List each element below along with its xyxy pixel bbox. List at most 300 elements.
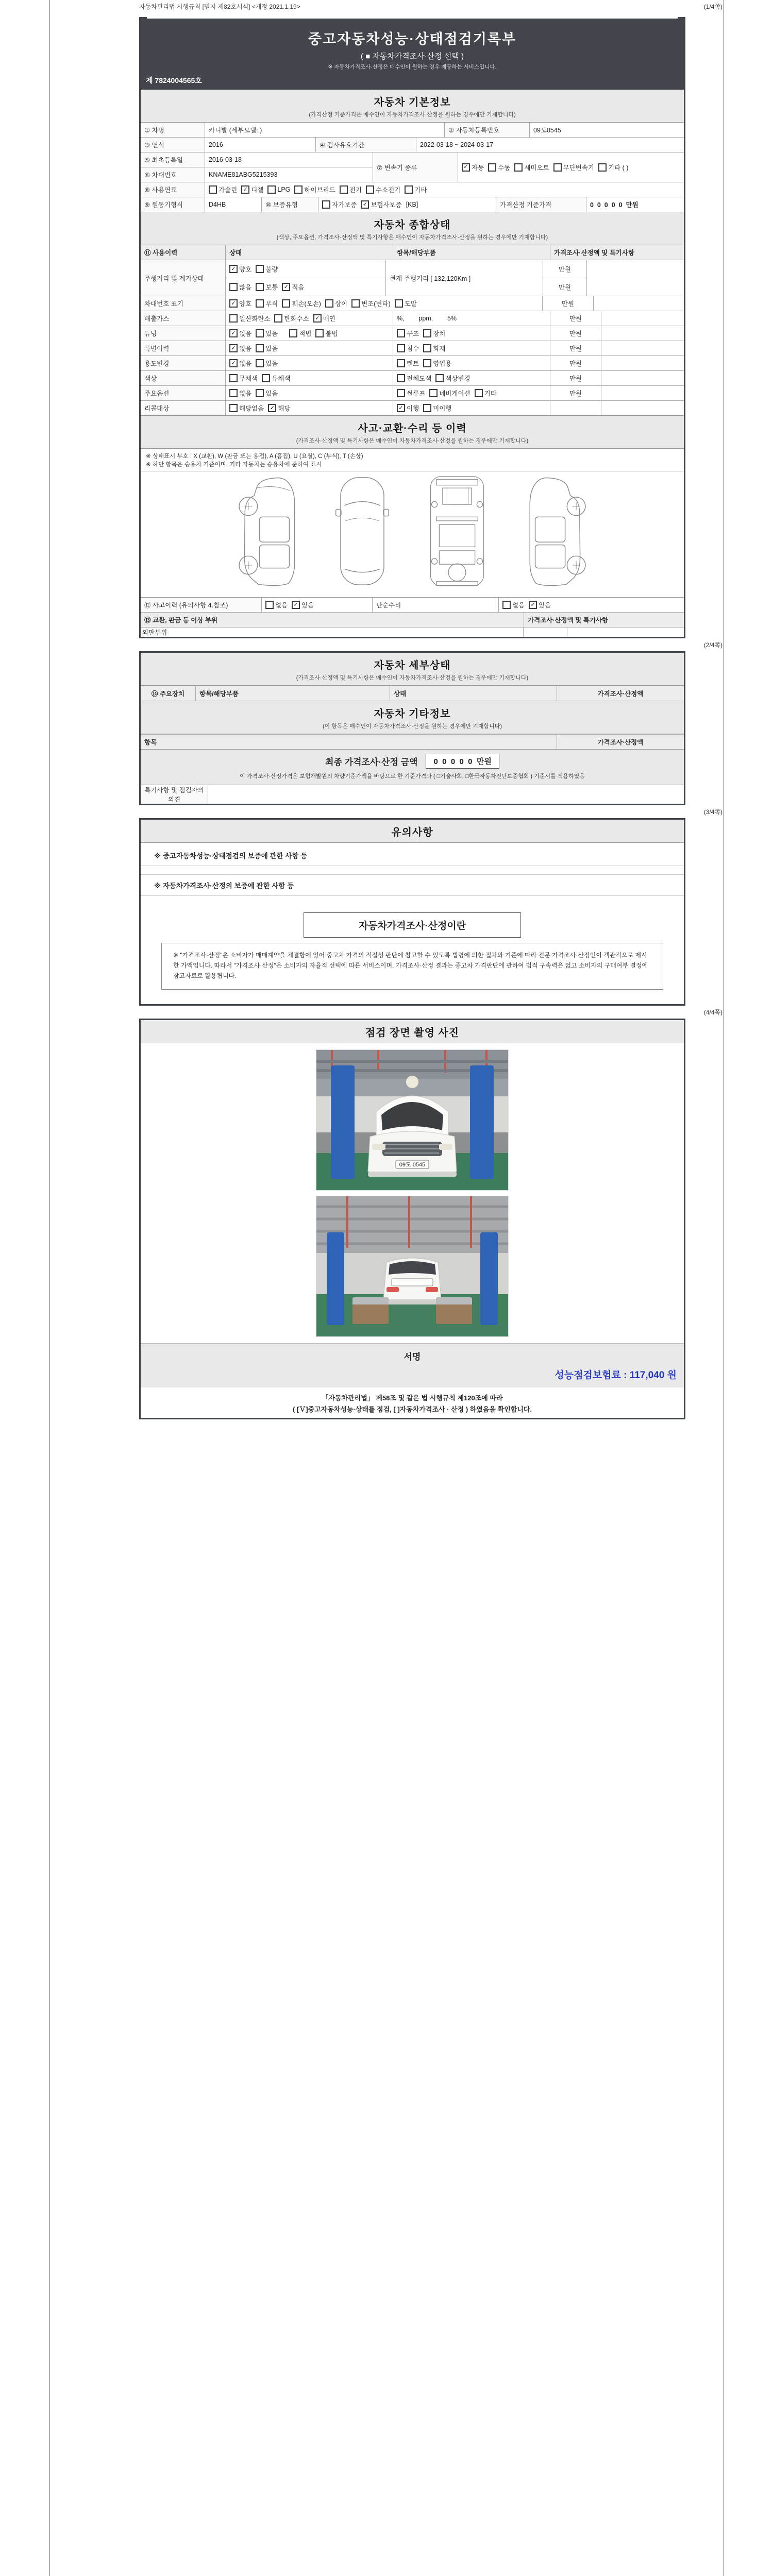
document-title: 중고자동차성능·상태점검기록부 xyxy=(308,31,517,47)
checkbox-label: 수동 xyxy=(498,164,511,172)
checkbox-box: ✓ xyxy=(529,601,537,609)
law-reference: 자동차관리법 시행규칙 [별지 제82호서식] <개정 2021.1.19> xyxy=(139,3,300,10)
rank-body xyxy=(141,628,523,637)
page-number: (1/4쪽) xyxy=(703,3,722,10)
special-notes-label: 특기사항 및 점검자의 의견 xyxy=(141,785,208,804)
rank-extra-cell xyxy=(567,628,684,637)
row-extra xyxy=(601,371,684,385)
checkbox-label: 화재 xyxy=(433,345,446,352)
row-states xyxy=(225,341,393,355)
checkbox-box xyxy=(267,185,276,194)
checkbox-탄화수소 xyxy=(274,314,309,323)
car-name-value: 카니발 (세부모델: ) xyxy=(205,123,444,137)
checkbox-box xyxy=(475,389,483,397)
registration-number-value: 09도0545 xyxy=(529,123,684,137)
checkbox-box xyxy=(488,163,496,172)
checkbox-label: 있음 xyxy=(265,330,278,337)
checkbox-무채색 xyxy=(229,374,258,383)
checkbox-box xyxy=(209,185,217,194)
row-label: 색상 xyxy=(141,371,225,385)
checkbox-label: 무단변속기 xyxy=(563,164,595,172)
header-rule xyxy=(147,17,678,19)
checkbox-적음 xyxy=(282,282,304,292)
document xyxy=(139,0,722,1419)
checkbox-box xyxy=(553,163,562,172)
row-item xyxy=(393,326,550,341)
checkbox-렌트 xyxy=(397,359,419,368)
row-states xyxy=(225,311,393,326)
row-item xyxy=(393,356,550,370)
checkbox-일산화탄소 xyxy=(229,314,270,323)
checkbox-장치 xyxy=(423,329,445,338)
row-label: 특별이력 xyxy=(141,341,225,355)
section-title: 자동차 세부상태 xyxy=(374,660,451,671)
checkbox-전기 xyxy=(340,185,362,194)
checkbox-없음 xyxy=(265,600,288,609)
document-subtitle: ( ■ 자동차가격조사·산정 선택 ) xyxy=(360,52,464,61)
license-plate-text: 09도 0545 xyxy=(399,1162,426,1168)
row-extra xyxy=(601,341,684,355)
special-notes-table xyxy=(141,785,684,804)
checkbox-label: 네비게이션 xyxy=(439,390,470,397)
car-side-left-view xyxy=(231,474,309,588)
checkbox-box xyxy=(397,374,405,382)
car-name-label: ① 차명 xyxy=(141,123,205,137)
section-accident-history xyxy=(141,415,684,449)
page-3 xyxy=(139,818,685,1006)
warranty-extra: [KB] xyxy=(406,201,418,208)
legend-line-2: ※ 하단 항목은 승용차 기준이며, 기타 자동차는 승용차에 준하여 표시 xyxy=(146,462,322,468)
rank-price-header: 가격조사·산정액 및 특기사항 xyxy=(524,613,684,627)
checkbox-box xyxy=(598,163,607,172)
checkbox-미이행 xyxy=(423,403,451,413)
rank-price-cell xyxy=(523,628,567,637)
accident-history-row xyxy=(141,597,684,612)
page-meta xyxy=(139,0,722,13)
car-damage-diagram xyxy=(141,471,684,597)
car-undercarriage-view xyxy=(416,474,498,588)
checkbox-box xyxy=(256,299,264,308)
page-number: (2/4쪽) xyxy=(703,641,722,649)
checkbox-없음 xyxy=(229,329,251,338)
checkbox-box: ✓ xyxy=(229,329,238,337)
page-number: (4/4쪽) xyxy=(703,1009,722,1016)
section-basic-info xyxy=(141,90,684,123)
checkbox-box xyxy=(397,359,405,367)
checkbox-무단변속기 xyxy=(553,163,594,172)
checkbox-label: 해당없음 xyxy=(239,405,264,412)
checkbox-수소전기 xyxy=(366,185,400,194)
row-price: 만원 xyxy=(550,326,601,341)
checkbox-썬루프 xyxy=(397,388,425,398)
overall-header-cell: 항목/해당부품 xyxy=(393,245,550,260)
checkbox-box xyxy=(262,374,270,382)
checkbox-label: 침수 xyxy=(407,345,419,352)
section-subtitle: (색상, 주요옵션, 가격조사·산정액 및 특기사항은 매수인이 자동차가격조사·산정을 원하는 경우에만 기재합니다) xyxy=(276,234,548,241)
checkbox-box xyxy=(397,329,405,337)
warranty-type-label: ⑩ 보증유형 xyxy=(261,197,318,212)
row-states xyxy=(225,296,542,311)
basic-info-table xyxy=(141,123,684,212)
overall-row xyxy=(141,370,684,385)
row-label: 튜닝 xyxy=(141,326,225,341)
checkbox-화재 xyxy=(423,344,445,353)
checkbox-label: 이행 xyxy=(407,405,419,412)
checkbox-label: 하이브리드 xyxy=(304,187,335,194)
checkbox-label: 자가보증 xyxy=(332,201,357,209)
row-item: %, ppm, 5% xyxy=(393,311,550,326)
checkbox-box xyxy=(429,389,438,397)
checkbox-box: ✓ xyxy=(241,185,249,194)
table-row xyxy=(141,123,684,137)
checkbox-box xyxy=(423,344,431,352)
checkbox-box xyxy=(397,389,405,397)
transmission-options xyxy=(458,152,684,182)
mileage-extra xyxy=(586,260,684,296)
row-price: 만원 xyxy=(550,356,601,370)
checkbox-box xyxy=(256,283,264,291)
checkbox-label: 도말 xyxy=(404,300,417,308)
checkbox-box xyxy=(366,185,374,194)
checkbox-label: 수소전기 xyxy=(375,187,401,194)
checkbox-유채색 xyxy=(262,374,290,383)
checkbox-label: 있음 xyxy=(539,602,551,609)
overall-state-table xyxy=(141,245,684,415)
checkbox-있음 xyxy=(256,344,278,353)
table-row xyxy=(141,197,684,212)
simple-repair-checks xyxy=(498,598,684,612)
table-row xyxy=(141,167,373,182)
checkbox-label: 부식 xyxy=(265,300,278,308)
checkbox-보험사보증 xyxy=(361,200,401,209)
row-extra xyxy=(593,296,684,311)
table-row xyxy=(141,137,684,152)
checkbox-없음 xyxy=(229,344,251,353)
checkbox-label: 기타 xyxy=(414,187,427,194)
section-subtitle: (가격조사·산정액 및 특기사항은 매수인이 자동차가격조사·산정을 원하는 경우에만 기재합니다) xyxy=(296,438,529,444)
detail-header-price: 가격조사·산정액 xyxy=(557,686,684,701)
checkbox-수동 xyxy=(488,163,510,172)
misc-header-price: 가격조사·산정액 xyxy=(557,735,684,749)
overall-row xyxy=(141,385,684,400)
notice-list-2 xyxy=(141,896,684,904)
document-number: 제 7824004565호 xyxy=(146,76,202,84)
checkbox-네비게이션 xyxy=(429,388,470,398)
checkbox-label: 있음 xyxy=(265,360,278,367)
checkbox-label: 상이 xyxy=(334,300,348,308)
checkbox-적법 xyxy=(289,329,311,338)
checkbox-있음 xyxy=(256,359,278,368)
checkbox-label: 많음 xyxy=(239,284,252,291)
checkbox-box: ✓ xyxy=(282,283,290,291)
checkbox-기타 ( ) xyxy=(598,163,628,172)
mileage-row xyxy=(141,260,684,296)
checkbox-label: 없음 xyxy=(239,345,252,352)
checkbox-있음 xyxy=(292,600,314,609)
checkbox-label: 없음 xyxy=(239,390,252,397)
basic-left-block xyxy=(141,152,373,182)
checkbox-label: 전체도색 xyxy=(407,375,432,382)
checkbox-LPG xyxy=(267,185,290,194)
table-row-double xyxy=(141,152,684,182)
checkbox-label: 없음 xyxy=(239,360,252,367)
row-label: 용도변경 xyxy=(141,356,225,370)
car-top-view xyxy=(326,474,398,588)
row-extra xyxy=(601,401,684,415)
base-price-label: 가격산정 기준가격 xyxy=(496,197,586,212)
row-states xyxy=(225,371,393,385)
checkbox-box xyxy=(423,404,431,412)
checkbox-box xyxy=(289,329,297,337)
checkbox-없음 xyxy=(229,359,251,368)
price-cell: 만원 xyxy=(558,266,572,273)
price-cell: 만원 xyxy=(543,278,586,296)
checkbox-디젤 xyxy=(241,185,263,194)
checkbox-세미오토 xyxy=(514,163,549,172)
row-price: 만원 xyxy=(550,371,601,385)
checkbox-양호 xyxy=(229,299,251,308)
checkbox-box: ✓ xyxy=(313,314,322,323)
fuel-type-label: ⑧ 사용연료 xyxy=(141,182,205,197)
checkbox-많음 xyxy=(229,282,251,292)
page-1 xyxy=(139,17,685,638)
checkbox-box xyxy=(514,163,523,172)
row-label: 차대번호 표기 xyxy=(141,296,225,311)
model-year-value: 2016 xyxy=(205,138,315,152)
detail-header-device: ⑭ 주요장치 xyxy=(141,686,195,701)
checkbox-box xyxy=(229,404,238,412)
confirmation-line-2: ( [Ｖ]중고자동차성능·상태를 점검, [ ]자동차가격조사 · 산정 ) 하였음을 확인합니다. xyxy=(292,1405,532,1414)
row-label: 배출가스 xyxy=(141,311,225,326)
engine-type-label: ⑨ 원동기형식 xyxy=(141,197,205,212)
checkbox-box: ✓ xyxy=(229,265,238,273)
checkbox-매연 xyxy=(313,314,335,323)
table-row xyxy=(141,182,684,197)
checkbox-label: 있음 xyxy=(265,345,278,352)
inspection-photo-rear xyxy=(316,1196,509,1337)
checkbox-box xyxy=(340,185,348,194)
row-item xyxy=(393,386,550,400)
row-states xyxy=(225,401,393,415)
checkbox-box xyxy=(256,329,264,337)
checkbox-label: 디젤 xyxy=(251,187,264,194)
engine-type-value: D4HB xyxy=(205,197,261,212)
checkbox-침수 xyxy=(397,344,419,353)
checkbox-label: 변조(변타) xyxy=(361,300,391,308)
checkbox-box: ✓ xyxy=(397,404,405,412)
checkbox-label: 불량 xyxy=(265,266,278,273)
checkbox-box xyxy=(405,185,413,194)
row-extra xyxy=(601,311,684,326)
checkbox-변조(변타) xyxy=(351,299,391,308)
checkbox-box: ✓ xyxy=(292,601,300,609)
checkbox-label: 무채색 xyxy=(239,375,258,382)
section-title: 자동차 기본정보 xyxy=(374,97,451,108)
overall-header xyxy=(141,245,684,260)
row-price: 만원 xyxy=(550,341,601,355)
checkbox-box xyxy=(315,329,324,337)
page-2 xyxy=(139,651,685,805)
price-survey-box xyxy=(161,943,663,990)
confirmation-line-1: 「자동차관리법」 제58조 및 같은 법 시행규칙 제120조에 따라 xyxy=(322,1394,503,1402)
row-item xyxy=(393,401,550,415)
checkbox-box xyxy=(395,299,403,308)
checkbox-label: 불법 xyxy=(325,330,338,337)
section-title: 자동차 종합상태 xyxy=(374,219,451,231)
checkbox-보통 xyxy=(256,282,278,292)
page-4 xyxy=(139,1019,685,1419)
checkbox-해당 xyxy=(268,403,290,413)
document-note: ※ 자동차가격조사·산정은 매수인이 원하는 경우 제공하는 서비스입니다. xyxy=(328,64,497,70)
accident-history-checks xyxy=(261,598,372,612)
checkbox-box xyxy=(325,299,333,308)
detail-header-item: 항목/해당부품 xyxy=(195,686,390,701)
row-item xyxy=(393,341,550,355)
final-price-label: 최종 가격조사·산정 금액 xyxy=(325,757,418,767)
checkbox-box xyxy=(229,389,238,397)
inspection-period-value: 2022-03-18 ~ 2024-03-17 xyxy=(416,138,684,152)
overall-header-cell: 가격조사·산정액 및 특기사항 xyxy=(550,245,684,260)
table-row xyxy=(141,152,373,167)
section-title: 사고·교환·수리 등 이력 xyxy=(358,423,467,434)
checkbox-label: 색상변경 xyxy=(445,375,470,382)
checkbox-label: 훼손(오손) xyxy=(292,300,321,308)
checkbox-도말 xyxy=(395,299,417,308)
section-title: 유의사항 xyxy=(391,827,433,838)
checkbox-label: 탄화수소 xyxy=(284,315,309,323)
notice-subheading-1: ※ 중고자동차성능·상태점검의 보증에 관한 사항 등 xyxy=(141,845,684,866)
checkbox-가솔린 xyxy=(209,185,237,194)
mileage-state-row-1 xyxy=(226,260,385,278)
checkbox-box xyxy=(294,185,303,194)
checkbox-box xyxy=(282,299,290,308)
transmission-type-label: ⑦ 변속기 종류 xyxy=(373,152,458,182)
checkbox-box xyxy=(423,359,431,367)
rank-category xyxy=(141,628,523,637)
section-subtitle: (가격조사·산정액 및 특기사항은 매수인이 자동차가격조사·산정을 원하는 경우에만 기재합니다) xyxy=(296,675,529,681)
overall-header-cell: ⑪ 사용이력 xyxy=(141,245,225,260)
section-overall-state xyxy=(141,212,684,245)
checkbox-label: 전기 xyxy=(349,187,362,194)
overall-row xyxy=(141,296,684,311)
checkbox-label: 없음 xyxy=(239,330,252,337)
inspection-fee: 성능점검보험료 : 117,040 원 xyxy=(554,1370,677,1381)
checkbox-해당없음 xyxy=(229,403,264,413)
price-survey-box-title: 자동차가격조사·산정이란 xyxy=(304,912,521,938)
section-subtitle: (가격산정 기준가격은 매수인이 자동차가격조사·산정을 원하는 경우에만 기재합니다) xyxy=(309,112,516,118)
inspection-photo-front xyxy=(316,1049,509,1191)
rank-table-header xyxy=(141,612,684,627)
row-states xyxy=(225,326,393,341)
checkbox-label: 가솔린 xyxy=(219,187,238,194)
checkbox-없음 xyxy=(502,600,525,609)
section-title: 점검 장면 촬영 사진 xyxy=(365,1027,460,1039)
registration-number-label: ② 자동차등록번호 xyxy=(444,123,529,137)
rank-category-label: 외판부위 xyxy=(141,628,169,637)
section-misc-info xyxy=(141,701,684,734)
page-number: (3/4쪽) xyxy=(703,808,722,816)
notice-body xyxy=(141,843,684,1004)
checkbox-label: 썬루프 xyxy=(407,390,426,397)
price-survey-box-text: ※ "가격조사·산정"은 소비자가 매매계약을 체결함에 있어 중고차 가격의 적절성 판단에 참고할 수 있도록 법령에 의한 절차와 기준에 따라 전문 가격조사·산정인이 객관적으로 제시한 가액입니다. 따라서 "가격조사·산정"은 소비자의 자율적 선택에 따른 서비스이며, 가격조사·산정 결과는 중고차 가격판단에 관하여 법적 구속력은 없고 소비자의 구매여부 결정에 참고자료로 활용됩니다. xyxy=(173,952,648,979)
checkbox-색상변경 xyxy=(435,374,470,383)
checkbox-기타 xyxy=(405,185,427,194)
checkbox-box xyxy=(274,314,282,323)
checkbox-label: 세미오토 xyxy=(524,164,549,172)
checkbox-label: 일산화탄소 xyxy=(239,315,271,323)
row-price: 만원 xyxy=(550,386,601,400)
fuel-options xyxy=(205,182,684,197)
mileage-price xyxy=(543,260,586,296)
document-header xyxy=(141,17,684,90)
mileage-label: 주행거리 및 계기상태 xyxy=(141,260,225,296)
row-label: 리콜대상 xyxy=(141,401,225,415)
checkbox-불법 xyxy=(315,329,338,338)
overall-row xyxy=(141,341,684,355)
mileage-states xyxy=(225,260,385,296)
checkbox-label: 해당 xyxy=(278,405,291,412)
signature-title: 서명 xyxy=(404,1352,421,1362)
overall-row xyxy=(141,400,684,415)
checkbox-label: 영업용 xyxy=(433,360,452,367)
section-notice xyxy=(141,820,684,843)
final-price-note: 이 가격조사·산정가격은 보험개발원의 차량기준가액을 바탕으로 한 기준가격과 ( □기술사회, □한국자동차진단보증협회 ) 기준서를 적용하였음 xyxy=(240,773,585,779)
mileage-state-row-2 xyxy=(226,278,385,296)
checkbox-label: LPG xyxy=(277,186,291,193)
checkbox-box xyxy=(435,374,444,382)
checkbox-box xyxy=(256,344,264,352)
checkbox-상이 xyxy=(325,299,347,308)
vin-label: ⑥ 차대번호 xyxy=(141,167,205,182)
row-label: 주요옵션 xyxy=(141,386,225,400)
overall-header-cell: 상태 xyxy=(225,245,393,260)
checkbox-box xyxy=(423,329,431,337)
detail-header-state: 상태 xyxy=(390,686,557,701)
legend-line-1: ※ 상태표시 부호 : X (교환), W (판금 또는 용접), A (흠집), U (요철), C (부식), T (손상) xyxy=(146,453,363,460)
inspection-period-label: ④ 검사유효기간 xyxy=(315,138,416,152)
checkbox-label: 장치 xyxy=(433,330,446,337)
section-detail-state xyxy=(141,653,684,686)
checkbox-label: 기타 ( ) xyxy=(608,164,629,172)
checkbox-label: 있음 xyxy=(265,390,278,397)
checkbox-box: ✓ xyxy=(361,200,369,209)
checkbox-box xyxy=(256,389,264,397)
misc-table-header xyxy=(141,734,684,749)
accident-history-label: ⑫ 사고이력 (유의사항 4.참조) xyxy=(141,598,261,612)
car-side-right-view xyxy=(516,474,593,588)
overall-row xyxy=(141,311,684,326)
checkbox-box xyxy=(256,359,264,367)
rank-table xyxy=(141,627,684,637)
checkbox-label: 자동 xyxy=(472,164,484,172)
checkbox-box xyxy=(502,601,511,609)
checkbox-label: 없음 xyxy=(512,602,525,609)
first-registration-value: 2016-03-18 xyxy=(205,152,373,167)
checkbox-자동 xyxy=(462,163,484,172)
checkbox-box: ✓ xyxy=(229,299,238,308)
checkbox-자가보증 xyxy=(322,200,357,209)
checkbox-box xyxy=(265,601,274,609)
checkbox-있음 xyxy=(256,388,278,398)
checkbox-label: 매연 xyxy=(323,315,335,323)
checkbox-box: ✓ xyxy=(462,163,470,172)
checkbox-구조 xyxy=(397,329,419,338)
base-price-value: 0 0 0 0 0 만원 xyxy=(586,197,684,212)
row-price: 만원 xyxy=(550,311,601,326)
checkbox-label: 양호 xyxy=(239,266,252,273)
mileage-item: 현재 주행거리 [ 132,120Km ] xyxy=(385,260,543,296)
vin-value: KNAME81ABG5215393 xyxy=(205,167,373,182)
